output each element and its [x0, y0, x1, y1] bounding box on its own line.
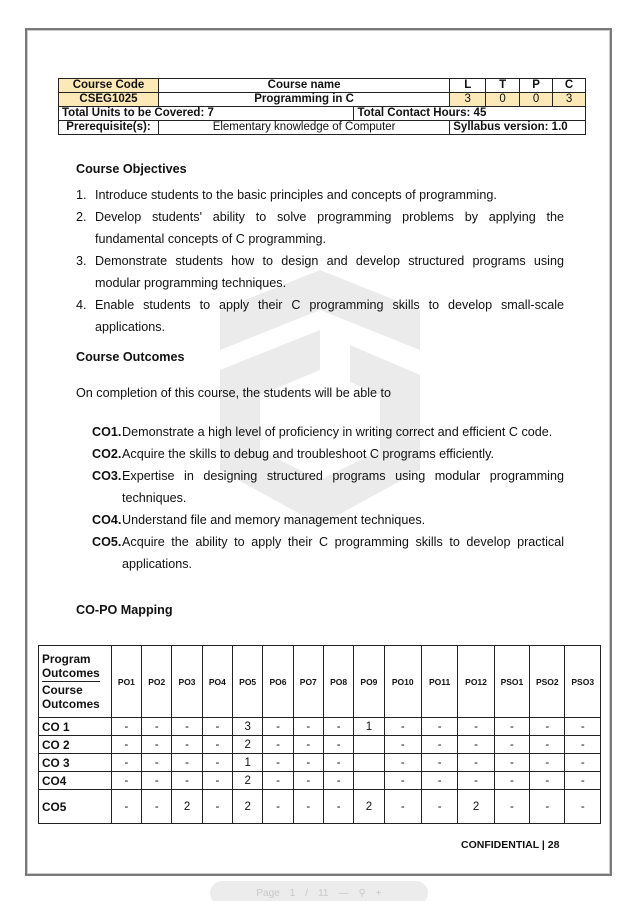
course-name: Programming in C — [158, 93, 449, 107]
copo-col-header: PO11 — [421, 646, 457, 718]
objective-number: 3. — [76, 254, 87, 268]
outcome-item — [92, 531, 564, 575]
copo-cell: - — [530, 772, 565, 790]
copo-col-header: PO8 — [323, 646, 353, 718]
copo-cell: - — [293, 736, 323, 754]
copo-corner-cell — [39, 646, 112, 718]
outcome-tag: CO2. — [92, 447, 122, 461]
copo-cell: - — [202, 772, 232, 790]
copo-cell: - — [172, 718, 202, 736]
copo-col-header: PO7 — [293, 646, 323, 718]
course-name-header: Course name — [158, 79, 449, 93]
t-value: 0 — [486, 93, 520, 107]
page-label: Page — [256, 887, 280, 899]
zoom-icon[interactable]: ⚲ — [358, 887, 366, 899]
copo-col-header: PO10 — [384, 646, 421, 718]
copo-cell: - — [142, 772, 172, 790]
copo-cell: 1 — [354, 718, 384, 736]
copo-row-label: CO4 — [39, 772, 112, 790]
copo-cell: - — [458, 772, 494, 790]
outcome-text: Expertise in designing structured programs using modular programming techniques. — [122, 469, 564, 505]
copo-cell: - — [458, 718, 494, 736]
copo-col-header: PO3 — [172, 646, 202, 718]
prerequisite-value: Elementary knowledge of Computer — [158, 121, 449, 135]
objective-number: 1. — [76, 188, 87, 202]
copo-cell: - — [111, 790, 141, 824]
l-value: 3 — [450, 93, 486, 107]
copo-cell: 2 — [172, 790, 202, 824]
outcome-text: Acquire the ability to apply their C programming skills to develop practical applications. — [122, 535, 564, 571]
copo-cell: - — [293, 772, 323, 790]
outcome-item — [92, 509, 564, 531]
copo-cell: - — [565, 718, 601, 736]
copo-cell: - — [384, 718, 421, 736]
objective-text: Demonstrate students how to design and develop structured programs using modular programming techniques. — [95, 254, 564, 290]
outcomes-list — [92, 421, 564, 575]
p-value: 0 — [520, 93, 553, 107]
copo-cell: - — [530, 790, 565, 824]
objectives-title: Course Objectives — [76, 162, 187, 176]
copo-col-header: PO9 — [354, 646, 384, 718]
copo-cell: - — [293, 754, 323, 772]
copo-cell: - — [421, 790, 457, 824]
total-units: Total Units to be Covered: 7 — [59, 107, 354, 121]
copo-cell: 2 — [233, 790, 263, 824]
copo-header-row — [39, 646, 601, 718]
copo-cell: - — [384, 772, 421, 790]
copo-cell: - — [323, 736, 353, 754]
copo-cell: - — [384, 754, 421, 772]
outcome-tag: CO4. — [92, 513, 122, 527]
syllabus-content — [76, 158, 564, 621]
objective-text: Introduce students to the basic principles and concepts of programming. — [95, 188, 497, 202]
copo-cell: - — [172, 736, 202, 754]
outcome-text: Understand file and memory management techniques. — [122, 513, 426, 527]
copo-cell: - — [494, 790, 529, 824]
copo-col-header: PSO1 — [494, 646, 529, 718]
objectives-list — [76, 184, 564, 338]
copo-cell: 2 — [233, 772, 263, 790]
copo-title: CO-PO Mapping — [76, 603, 173, 617]
copo-cell: - — [111, 736, 141, 754]
copo-cell: - — [323, 754, 353, 772]
outcome-text: Demonstrate a high level of proficiency in writing correct and efficient C code. — [122, 425, 553, 439]
copo-row-label: CO5 — [39, 790, 112, 824]
copo-col-header: PO12 — [458, 646, 494, 718]
copo-cell: - — [530, 736, 565, 754]
copo-cell: - — [458, 736, 494, 754]
page-number-input[interactable]: 1 — [289, 887, 296, 899]
copo-cell: - — [263, 736, 293, 754]
copo-cell: - — [565, 754, 601, 772]
objective-item — [76, 294, 564, 338]
objective-text: Develop students' ability to solve programming problems by applying the fundamental concepts of C programming. — [95, 210, 564, 246]
copo-cell: - — [263, 772, 293, 790]
objective-item — [76, 250, 564, 294]
course-code-header: Course Code — [59, 79, 159, 93]
copo-cell: 2 — [233, 736, 263, 754]
outcome-item — [92, 421, 564, 443]
copo-cell: - — [172, 754, 202, 772]
copo-col-header: PSO2 — [530, 646, 565, 718]
copo-cell: - — [202, 790, 232, 824]
copo-row-label: CO 2 — [39, 736, 112, 754]
copo-cell: - — [172, 772, 202, 790]
course-info-table — [58, 78, 586, 135]
outcome-tag: CO5. — [92, 535, 122, 549]
copo-cell: - — [494, 718, 529, 736]
copo-cell: - — [323, 790, 353, 824]
course-code: CSEG1025 — [59, 93, 159, 107]
copo-row-label: CO 1 — [39, 718, 112, 736]
copo-col-header: PO4 — [202, 646, 232, 718]
copo-cell: - — [142, 754, 172, 772]
objective-item — [76, 206, 564, 250]
pdf-page-toolbar[interactable] — [210, 881, 428, 901]
copo-cell: - — [421, 718, 457, 736]
copo-cell: 3 — [233, 718, 263, 736]
copo-col-header: PO2 — [142, 646, 172, 718]
c-value: 3 — [553, 93, 586, 107]
outcome-item — [92, 465, 564, 509]
copo-cell: - — [458, 754, 494, 772]
copo-cell: - — [293, 790, 323, 824]
copo-col-header: PO1 — [111, 646, 141, 718]
outcome-tag: CO1. — [92, 425, 122, 439]
co-po-mapping-table — [38, 645, 601, 824]
p-header: P — [520, 79, 553, 93]
copo-cell: - — [323, 772, 353, 790]
copo-cell: - — [202, 736, 232, 754]
zoom-out-button[interactable]: — — [338, 887, 349, 899]
outcome-text: Acquire the skills to debug and troubleshoot C programs efficiently. — [122, 447, 494, 461]
copo-cell: - — [323, 718, 353, 736]
copo-cell: 2 — [458, 790, 494, 824]
copo-cell: - — [111, 772, 141, 790]
copo-cell: - — [530, 718, 565, 736]
copo-cell: 1 — [233, 754, 263, 772]
copo-cell — [354, 754, 384, 772]
copo-cell: - — [384, 790, 421, 824]
copo-cell: - — [263, 754, 293, 772]
copo-cell: 2 — [354, 790, 384, 824]
prerequisite-label: Prerequisite(s): — [59, 121, 159, 135]
program-outcomes-label: Program Outcomes — [42, 652, 100, 680]
copo-cell: - — [263, 718, 293, 736]
copo-cell: - — [142, 718, 172, 736]
c-header: C — [553, 79, 586, 93]
copo-cell: - — [142, 790, 172, 824]
corner-divider — [42, 681, 100, 682]
copo-cell: - — [263, 790, 293, 824]
copo-cell: - — [202, 754, 232, 772]
copo-col-header: PO6 — [263, 646, 293, 718]
copo-cell: - — [494, 772, 529, 790]
syllabus-version: Syllabus version: 1.0 — [450, 121, 586, 135]
copo-cell: - — [142, 736, 172, 754]
copo-row — [39, 736, 601, 754]
course-outcomes-label: Course Outcomes — [42, 683, 100, 711]
copo-cell: - — [565, 772, 601, 790]
copo-cell: - — [202, 718, 232, 736]
copo-cell: - — [421, 736, 457, 754]
outcome-item — [92, 443, 564, 465]
copo-cell: - — [565, 736, 601, 754]
copo-cell: - — [421, 754, 457, 772]
outcomes-title: Course Outcomes — [76, 350, 185, 364]
objective-number: 4. — [76, 298, 87, 312]
copo-cell: - — [530, 754, 565, 772]
copo-cell: - — [421, 772, 457, 790]
copo-row — [39, 718, 601, 736]
copo-row — [39, 772, 601, 790]
confidential-footer: CONFIDENTIAL | 28 — [461, 839, 560, 851]
copo-cell: - — [293, 718, 323, 736]
copo-row — [39, 790, 601, 824]
copo-row-label: CO 3 — [39, 754, 112, 772]
page-separator: / — [305, 887, 309, 899]
copo-cell — [354, 736, 384, 754]
copo-cell: - — [565, 790, 601, 824]
t-header: T — [486, 79, 520, 93]
l-header: L — [450, 79, 486, 93]
outcomes-intro: On completion of this course, the students will be able to — [76, 386, 392, 400]
zoom-in-button[interactable]: + — [375, 887, 382, 899]
copo-col-header: PSO3 — [565, 646, 601, 718]
copo-cell: - — [494, 736, 529, 754]
copo-cell: - — [494, 754, 529, 772]
copo-cell: - — [384, 736, 421, 754]
copo-cell — [354, 772, 384, 790]
objective-item — [76, 184, 564, 206]
page-total: 11 — [318, 887, 329, 899]
total-hours: Total Contact Hours: 45 — [354, 107, 586, 121]
objective-text: Enable students to apply their C programming skills to develop small-scale applications. — [95, 298, 564, 334]
copo-col-header: PO5 — [233, 646, 263, 718]
objective-number: 2. — [76, 210, 87, 224]
copo-row — [39, 754, 601, 772]
outcome-tag: CO3. — [92, 469, 122, 483]
copo-cell: - — [111, 718, 141, 736]
copo-cell: - — [111, 754, 141, 772]
